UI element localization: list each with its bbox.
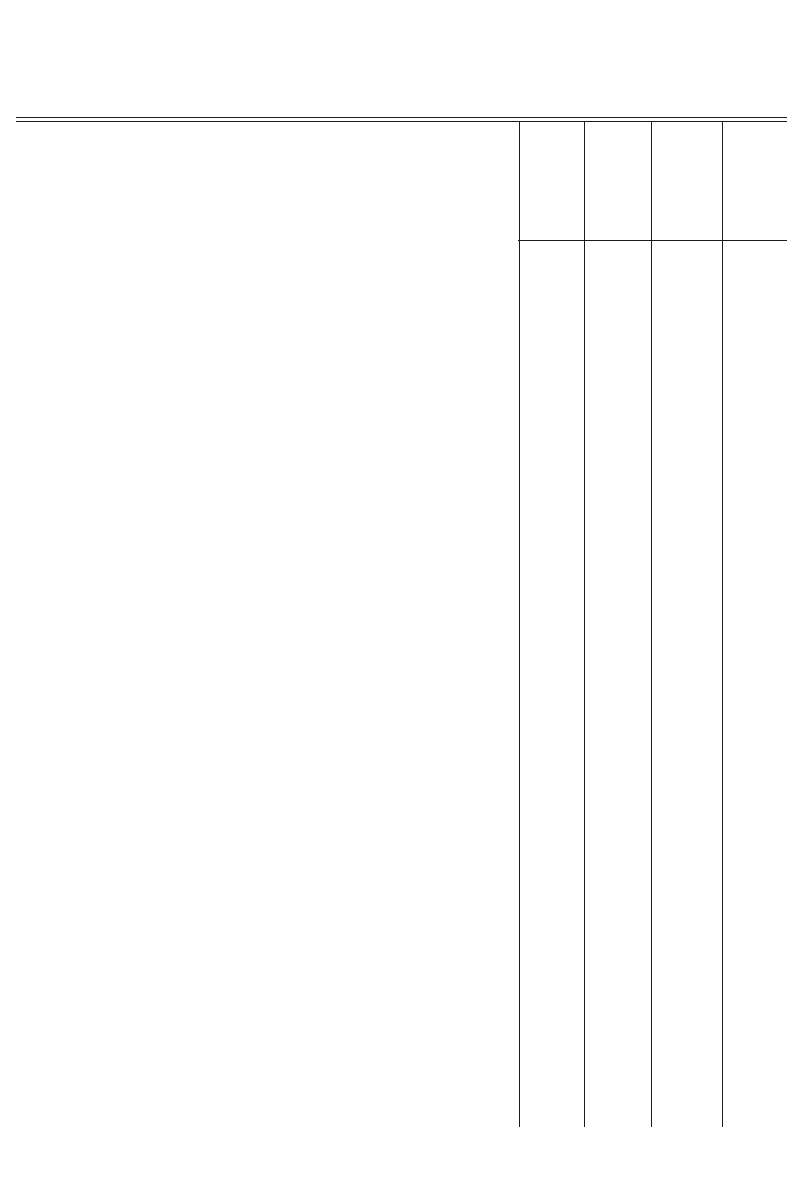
column-divider xyxy=(519,121,520,1127)
column-divider xyxy=(651,121,652,1127)
top-rule xyxy=(16,117,787,118)
column-divider xyxy=(584,121,585,1127)
column-header-orden xyxy=(652,122,722,240)
column-header-volumen xyxy=(723,122,787,240)
column-header-estante xyxy=(520,122,584,240)
column-header-cajon xyxy=(585,122,651,240)
header-rule xyxy=(518,240,787,241)
column-divider xyxy=(722,121,723,1127)
